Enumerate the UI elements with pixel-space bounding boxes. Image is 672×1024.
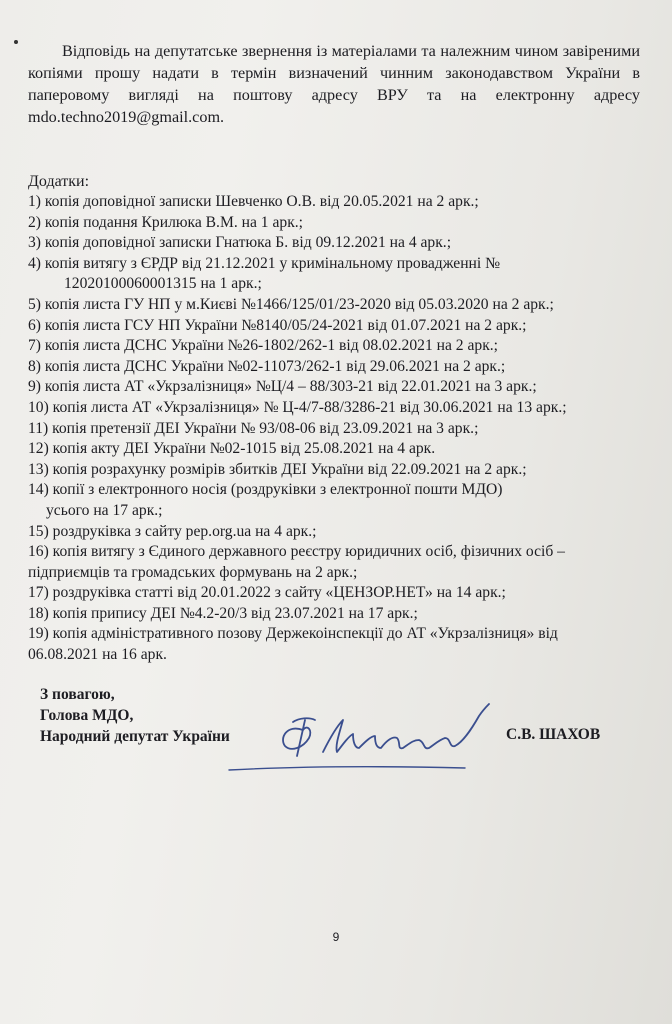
- attachment-item: 18) копія припису ДЕІ №4.2-20/3 від 23.07.2021 на 17 арк.;: [28, 604, 418, 622]
- attachment-item: 15) роздруківка з сайту pep.org.ua на 4 арк.;: [28, 522, 317, 540]
- attachment-item: 17) роздруківка статті від 20.01.2022 з сайту «ЦЕНЗОР.НЕТ» на 14 арк.;: [28, 584, 506, 602]
- attachment-item-continuation: 12020100060001315 на 1 арк.;: [64, 275, 262, 293]
- attachment-item: 10) копія листа АТ «Укрзалізниця» № Ц-4/7-88/3286-21 від 30.06.2021 на 13 арк.;: [28, 398, 567, 416]
- attachment-item: 13) копія розрахунку розмірів збитків ДЕІ України від 22.09.2021 на 2 арк.;: [28, 460, 527, 478]
- attachments-list: [28, 192, 660, 666]
- attachment-item: 16) копія витягу з Єдиного державного реєстру юридичних осіб, фізичних осіб –: [28, 543, 565, 561]
- attachment-item: 8) копія листа ДСНС України №02-11073/262-1 від 29.06.2021 на 2 арк.;: [28, 357, 506, 375]
- attachment-item: 4) копія витягу з ЄРДР від 21.12.2021 у кримінальному провадженні №: [28, 254, 501, 272]
- attachment-item: 7) копія листа ДСНС України №26-1802/262-1 від 08.02.2021 на 2 арк.;: [28, 337, 499, 355]
- attachment-item-continuation: 06.08.2021 на 16 арк.: [28, 646, 167, 664]
- attachment-item: 5) копія листа ГУ НП у м.Києві №1466/125/01/23-2020 від 05.03.2020 на 2 арк.;: [28, 295, 554, 313]
- attachment-item: 14) копії з електронного носія (роздруківки з електронної пошти МДО): [28, 481, 503, 499]
- attachment-item: 11) копія претензії ДЕІ України № 93/08-06 від 23.09.2021 на 3 арк.;: [28, 419, 479, 437]
- attachment-item: 3) копія доповідної записки Гнатюка Б. від 09.12.2021 на 4 арк.;: [28, 234, 452, 252]
- intro-text: Відповідь на депутатське звернення із матеріалами та належним чином завіреними копіями прошу надати в термін визначений чинним законодавством України в паперовому вигляді на поштову адресу ВРУ та на електронну адресу: [28, 42, 640, 104]
- intro-end: .: [220, 108, 225, 126]
- attachment-item: 6) копія листа ГСУ НП України №8140/05/24-2021 від 01.07.2021 на 2 арк.;: [28, 316, 527, 334]
- page-number: 9: [332, 930, 340, 944]
- contact-email: mdo.techno2019@gmail.com: [28, 108, 221, 126]
- closing-title: Народний депутат України: [40, 728, 230, 745]
- attachment-item: 1) копія доповідної записки Шевченко О.В. від 20.05.2021 на 2 арк.;: [28, 193, 479, 210]
- attachments-title: Додатки:: [28, 173, 90, 190]
- attachment-item: 9) копія листа АТ «Укрзалізниця» №Ц/4 – 88/303-21 від 22.01.2021 на 3 арк.;: [28, 378, 537, 396]
- attachment-item: 2) копія подання Крилюка В.М. на 1 арк.;: [28, 213, 304, 231]
- signatory-name: С.В. ШАХОВ: [506, 726, 601, 743]
- stray-mark: [14, 40, 18, 44]
- handwritten-signature: [225, 690, 505, 780]
- closing-position: Голова МДО,: [40, 707, 134, 724]
- closing-greeting: З повагою,: [40, 686, 115, 703]
- attachment-item-continuation: усього на 17 арк.;: [46, 501, 163, 519]
- closing-block: [40, 684, 230, 747]
- attachment-item: 12) копія акту ДЕІ України №02-1015 від 25.08.2021 на 4 арк.: [28, 440, 436, 458]
- attachment-item: 19) копія адміністративного позову Держекоінспекції до АТ «Укрзалізниця» від: [28, 625, 558, 643]
- intro-paragraph: [28, 40, 640, 128]
- attachment-item-continuation: підприємців та громадських формувань на 2 арк.;: [28, 563, 358, 581]
